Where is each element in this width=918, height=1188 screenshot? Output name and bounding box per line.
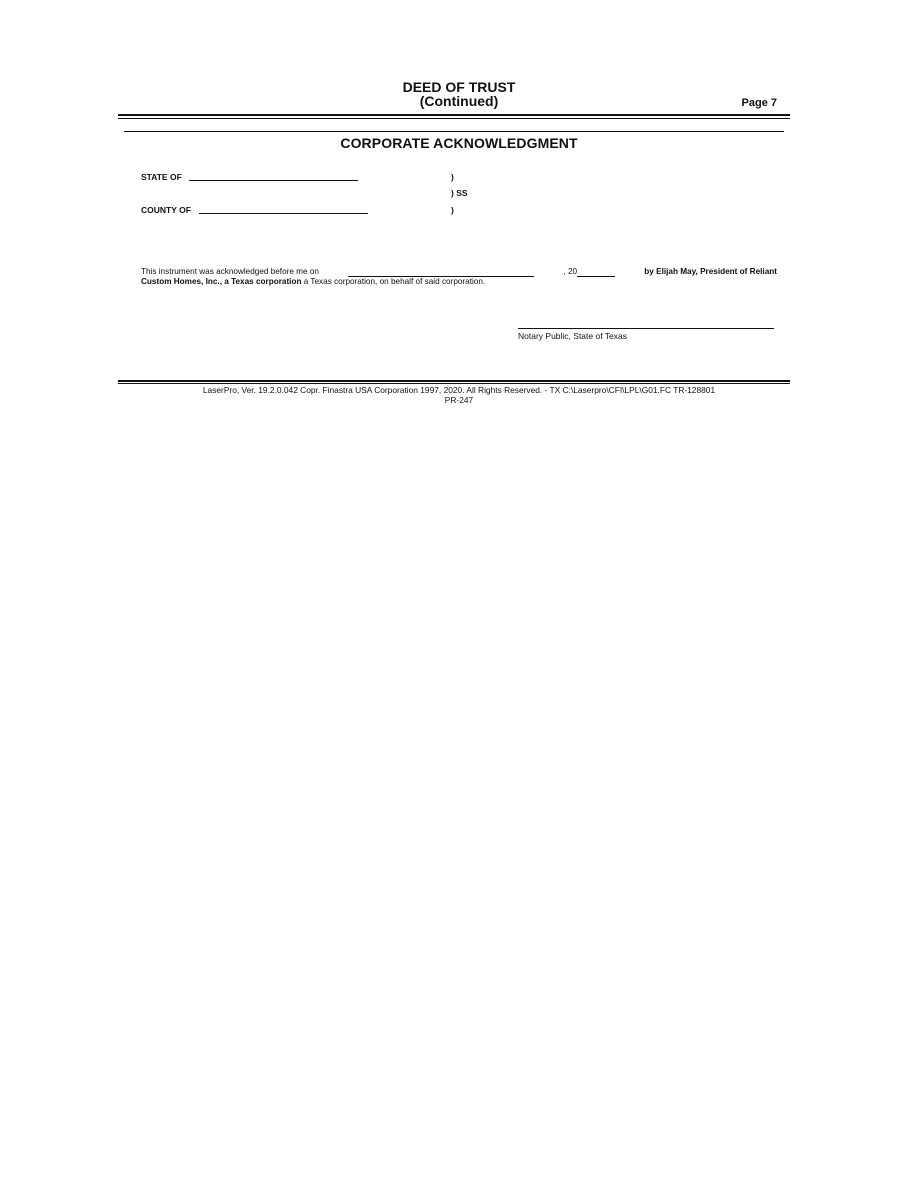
acknowledgment-line-1	[141, 267, 777, 277]
ack-year-blank[interactable]	[577, 268, 615, 277]
footer-line-1: LaserPro, Ver. 19.2.0.042 Copr. Finastra USA Corporation 1997, 2020. All Rights Reserved. - TX C:\Laserpro\CFI\LPL\G01.FC TR-128801	[202, 385, 716, 395]
state-blank[interactable]	[189, 172, 358, 181]
county-label: COUNTY OF	[141, 205, 191, 215]
header-rule-bottom	[118, 118, 790, 119]
header-rule-top	[118, 114, 790, 116]
footer	[0, 385, 918, 405]
acknowledgment-paragraph	[141, 267, 777, 287]
document-title: DEED OF TRUST	[402, 79, 516, 95]
notary-caption: Notary Public, State of Texas	[518, 331, 627, 341]
page-number: Page 7	[741, 97, 777, 109]
footer-rule-bottom	[118, 383, 790, 384]
venue-paren-ss: ) SS	[451, 188, 468, 198]
section-rule	[124, 131, 784, 132]
ack-company-text: Custom Homes, Inc., a Texas corporation	[141, 277, 302, 286]
state-label: STATE OF	[141, 172, 182, 182]
ack-year-prefix	[563, 267, 615, 277]
ack-intro-text: This instrument was acknowledged before me on	[141, 267, 319, 276]
footer-rule-top	[118, 380, 790, 382]
notary-signature-line[interactable]	[518, 328, 774, 329]
county-blank[interactable]	[199, 205, 368, 214]
document-subtitle: (Continued)	[419, 93, 499, 109]
ack-date-blank[interactable]	[348, 268, 534, 277]
ack-year-text: , 20	[563, 267, 578, 276]
acknowledgment-line-2	[141, 277, 777, 287]
ack-closing-text: a Texas corporation, on behalf of said corporation.	[301, 277, 486, 286]
section-title: CORPORATE ACKNOWLEDGMENT	[340, 135, 578, 151]
venue-paren-bottom: )	[451, 205, 454, 215]
footer-line-2: PR-247	[444, 395, 474, 405]
venue-paren-top: )	[451, 172, 454, 182]
ack-signer-text: by Elijah May, President of Reliant	[644, 267, 777, 276]
